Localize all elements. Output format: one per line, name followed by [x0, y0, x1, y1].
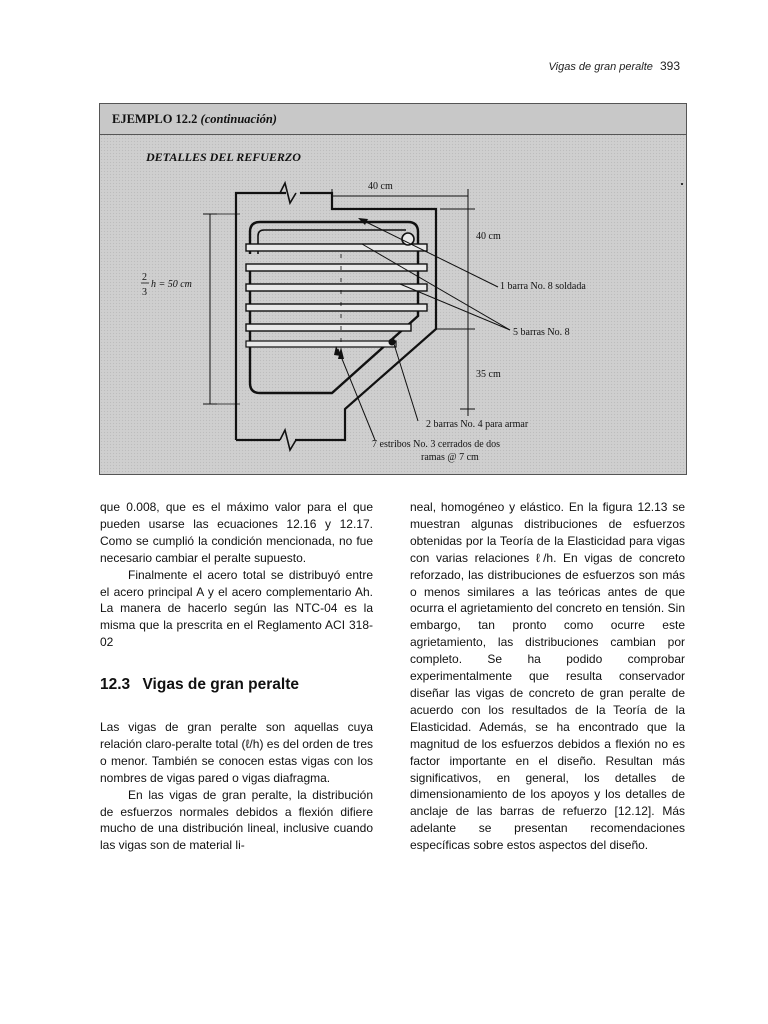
stirrups-label-2: ramas @ 7 cm — [421, 452, 479, 463]
leader-stirrups — [338, 349, 375, 440]
page-edge-mark — [681, 183, 683, 185]
example-continuation: (continuación) — [200, 112, 277, 126]
left2-paragraph-2: En las vigas de gran peralte, la distribución de esfuerzos normales debidos a flexión difiere mucho de una distribución lineal, inclusive cuando las vigas son de material li- — [100, 787, 373, 853]
section-number: 12.3 — [100, 676, 131, 693]
left-column-2 — [100, 719, 373, 854]
section-title: Vigas de gran peralte — [142, 676, 299, 693]
left-height-label: h = 50 cm — [151, 279, 192, 290]
running-head-title: Vigas de gran peralte — [548, 61, 653, 73]
reinforcement-diagram — [100, 104, 686, 474]
section-heading — [100, 676, 299, 694]
bar-6 — [246, 341, 396, 347]
bar-1 — [246, 244, 427, 251]
bar-2 — [246, 264, 427, 271]
detail-title: DETALLES DEL REFUERZO — [146, 150, 301, 164]
example-box — [99, 103, 687, 475]
bottom-break-symbol — [280, 430, 296, 450]
fraction-numerator: 2 — [142, 272, 147, 283]
bar8-welded-label: 1 barra No. 8 soldada — [500, 281, 586, 292]
right-paragraph-1: neal, homogéneo y elástico. En la figura 12.13 se muestran algunas distribuciones de esfuerzos obtenidas por la Teoría de la Elasticidad para vigas con varias relaciones ℓ/h. En vigas de concreto reforzado, las distribuciones de esfuerzos son más o menos similares a las teóricas antes de que ocurra el agrietamiento del concreto en tensión. Sin embargo, tan pronto como ocurre este agrietamiento, las distribuciones cambian por completo. Se ha podido comprobar experimentalmente que resulta conservador diseñar las vigas de concreto de gran peralte de acuerdo con los resultados de la Teoría de la Elasticidad. Además, se ha encontrado que la magnitud de los esfuerzos debidos a flexión no es factor importante en el diseño. Resultan más significativos, en general, los detalles de dimensionamiento de los apoyos y los detalles de anclaje de las barras de refuerzo [12.12]. Más adelante se presentan recomendaciones específicas sobre estos aspectos del diseño. — [410, 500, 685, 853]
bars4-label: 2 barras No. 4 para armar — [426, 419, 529, 430]
right-top-label: 40 cm — [476, 231, 501, 242]
right-column — [410, 499, 685, 854]
left-paragraph-2: Finalmente el acero total se distribuyó entre el acero principal A y el acero complementario Ah. La manera de hacerlo según las NTC-04 es la misma que la prescrita en el Reglamento ACI 318-02 — [100, 567, 373, 650]
left2-paragraph-1: Las vigas de gran peralte son aquellas cuya relación claro-peralte total (ℓ/h) es del orden de tres o menor. También se conocen estas vigas con los nombres de vigas pared o vigas diafragma. — [100, 720, 373, 785]
bottom-right-label: 35 cm — [476, 369, 501, 380]
bar-4 — [246, 304, 427, 311]
top-width-label: 40 cm — [368, 181, 393, 192]
bar-5 — [246, 324, 411, 331]
bar-3 — [246, 284, 427, 291]
page-number: 393 — [659, 59, 680, 73]
example-title-text: EJEMPLO 12.2 — [112, 112, 198, 126]
fraction-denominator: 3 — [142, 287, 147, 298]
left-column — [100, 499, 373, 651]
bars8-label: 5 barras No. 8 — [513, 327, 570, 338]
running-head — [549, 59, 680, 73]
stirrups-label-1: 7 estribos No. 3 cerrados de dos — [372, 439, 501, 450]
left-paragraph-1: que 0.008, que es el máximo valor para el que pueden usarse las ecuaciones 12.16 y 12.17. Como se cumplió la condición mencionada, no fue necesario cambiar el peralte supuesto. — [100, 500, 373, 565]
